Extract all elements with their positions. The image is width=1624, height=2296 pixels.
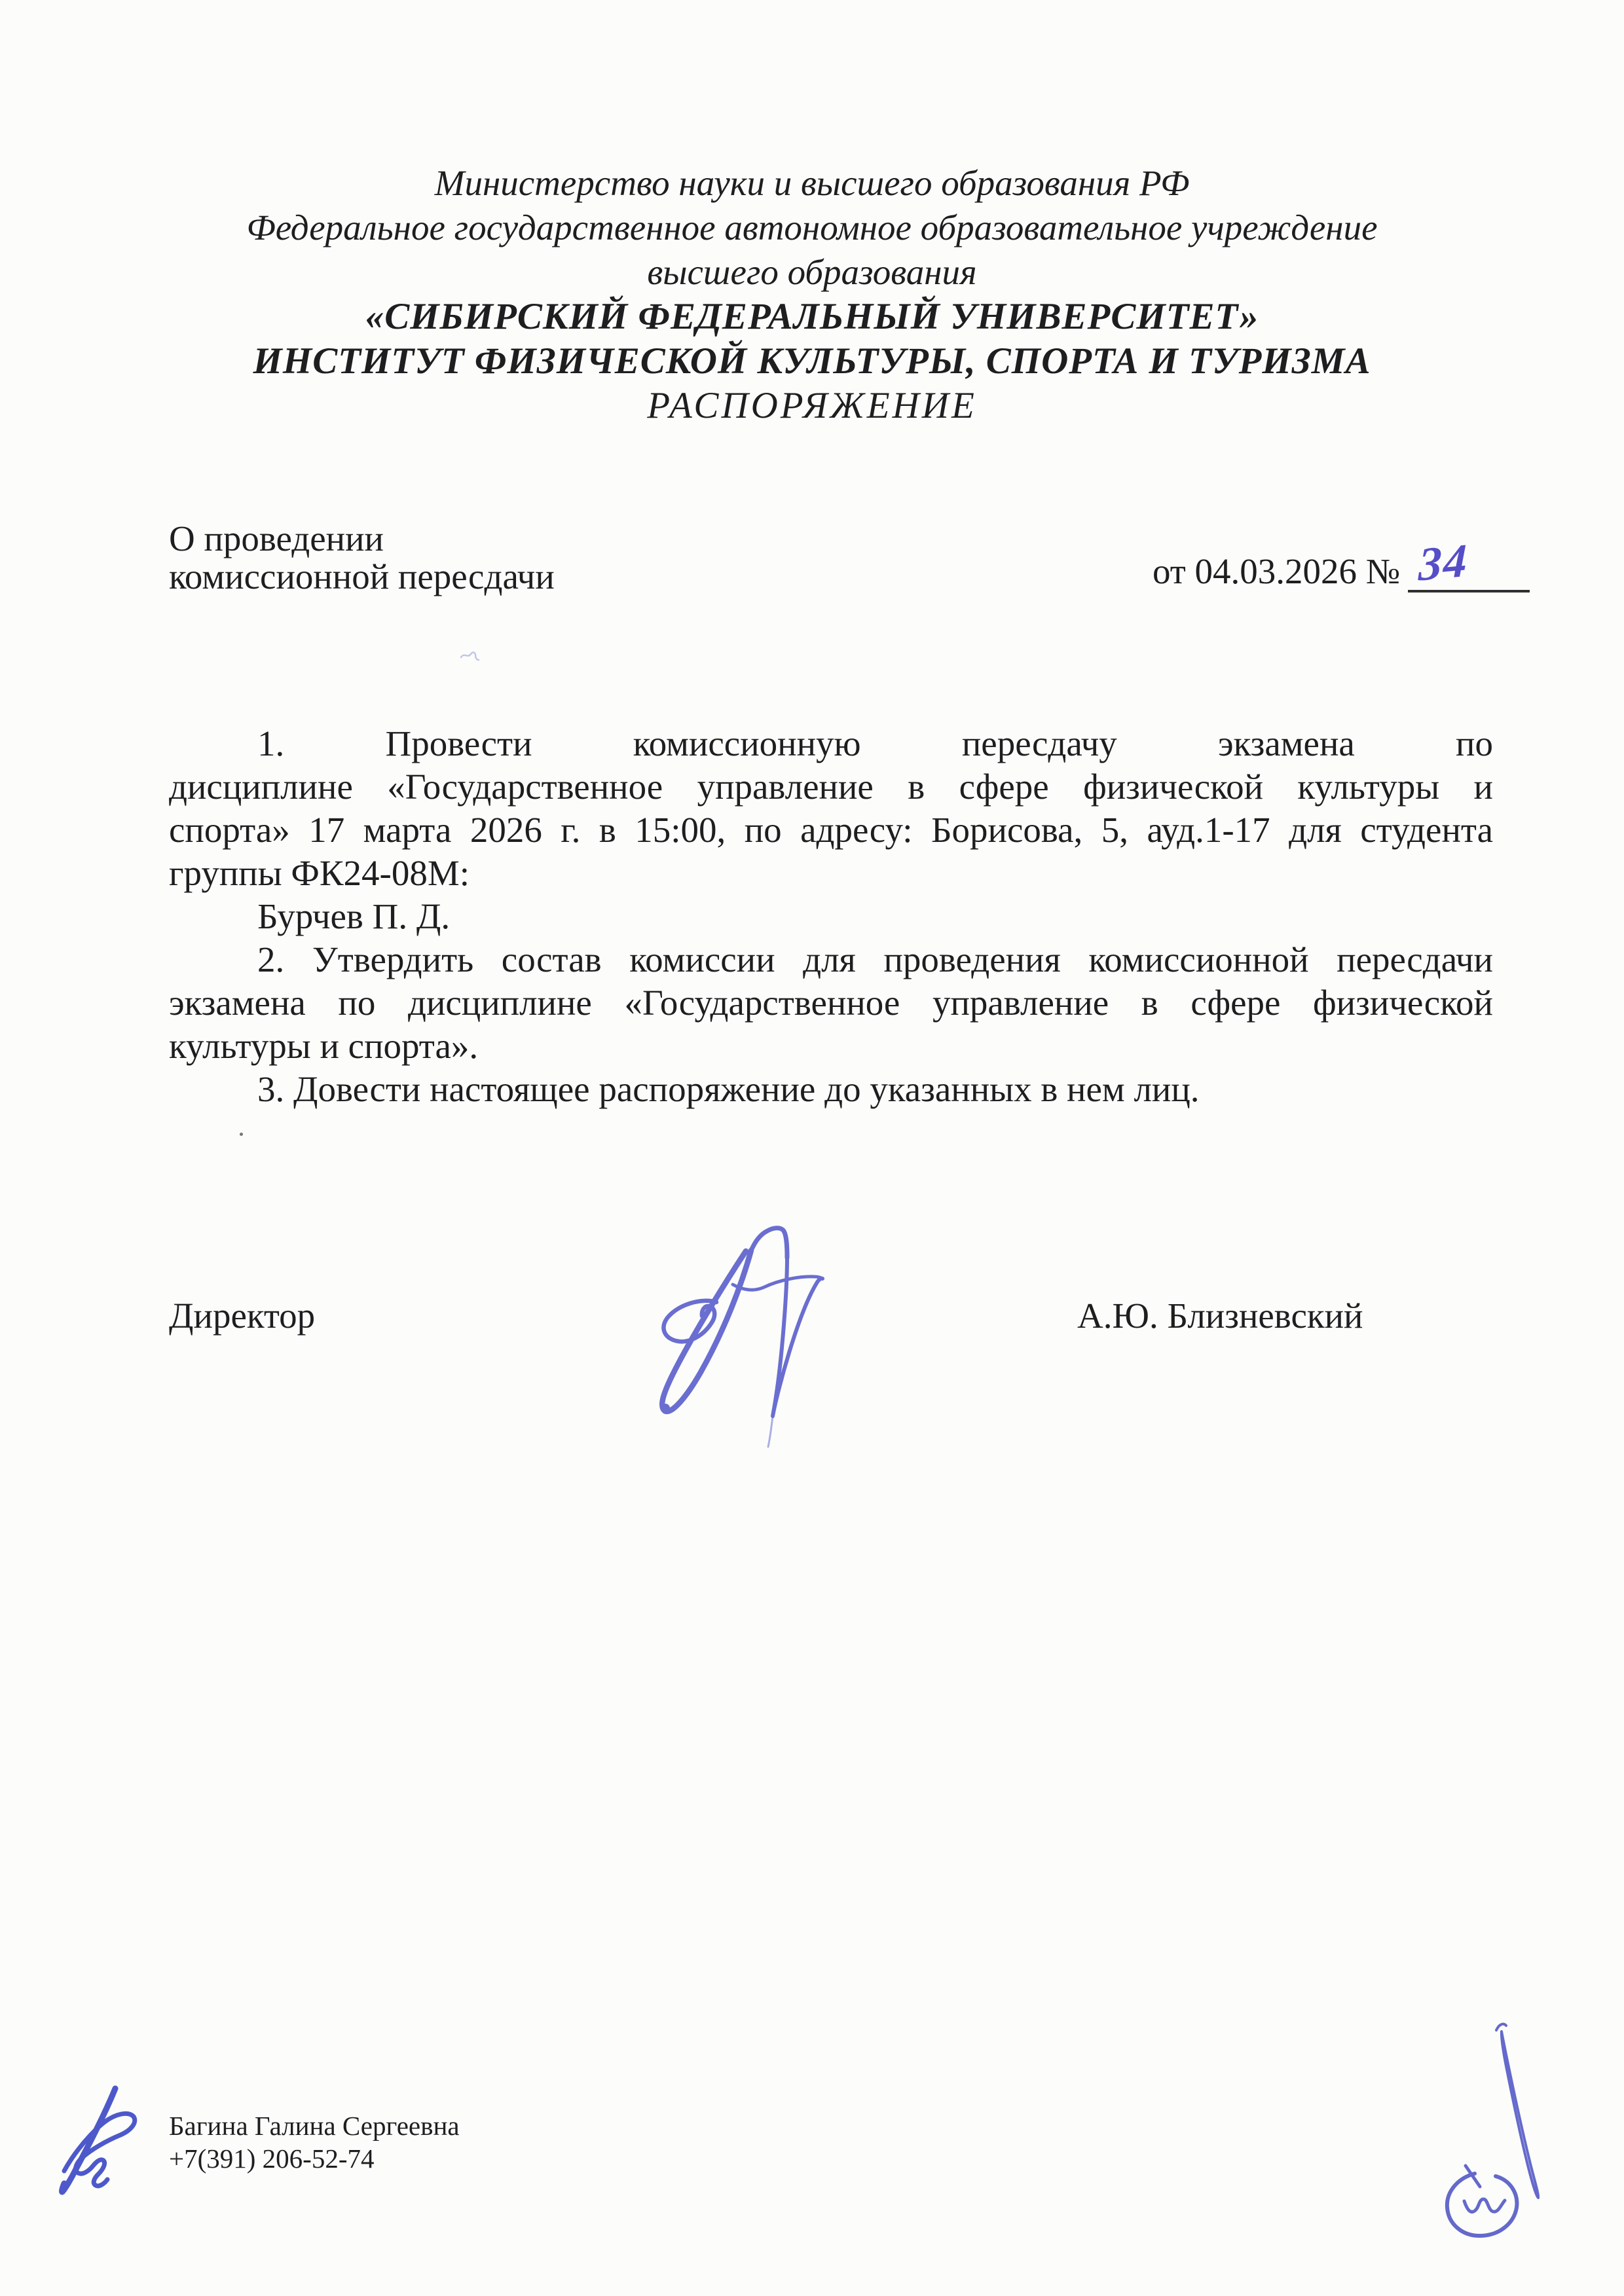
signoff-title: Директор: [169, 1296, 316, 1336]
footer-signature: [62, 2088, 135, 2192]
body-line: 3. Довести настоящее распоряжение до указанных в нем лиц.: [257, 1069, 1200, 1109]
body-line: дисциплине «Государственное управление в сфере физической культуры и: [169, 767, 1493, 807]
signoff-name: А.Ю. Близневский: [1077, 1296, 1363, 1336]
registrar-paraph: [1447, 2024, 1538, 2236]
subject-line-2: комиссионной пересдачи: [169, 556, 555, 596]
body-line: группы ФК24-08М:: [169, 853, 470, 893]
letterhead: [0, 161, 1624, 428]
faint-ink-squiggle: [461, 652, 479, 660]
letterhead-institution-type: Федеральное государственное автономное образовательное учреждение: [246, 208, 1378, 247]
body-line: культуры и спорта».: [169, 1026, 479, 1066]
body-line: Бурчев П. Д.: [257, 896, 451, 936]
date-number-label: от 04.03.2026 №: [1153, 551, 1401, 591]
letterhead-ministry: Министерство науки и высшего образования РФ: [434, 163, 1190, 203]
letterhead-institute-name: ИНСТИТУТ ФИЗИЧЕСКОЙ КУЛЬТУРЫ, СПОРТА И ТУРИЗМА: [253, 340, 1371, 382]
document-type-title: РАСПОРЯЖЕНИЕ: [647, 385, 977, 426]
body-line: 2. Утвердить состав комиссии для проведения комиссионной пересдачи: [257, 939, 1493, 979]
letterhead-university-name: «СИБИРСКИЙ ФЕДЕРАЛЬНЫЙ УНИВЕРСИТЕТ»: [365, 296, 1259, 337]
body-line: спорта» 17 марта 2026 г. в 15:00, по адресу: Борисова, 5, ауд.1-17 для студента: [169, 810, 1493, 850]
handwritten-document-number: 34: [1418, 534, 1469, 591]
footer-contact-block: [169, 2109, 460, 2175]
number-underline: [1408, 534, 1530, 592]
footer-contact-phone: +7(391) 206-52-74: [169, 2143, 375, 2174]
scan-speck: [240, 1133, 243, 1136]
footer-contact-name: Багина Галина Сергеевна: [169, 2111, 460, 2141]
body-line: 1. Провести комиссионную пересдачу экзамена по: [257, 723, 1493, 763]
body-text: [169, 722, 1493, 1111]
body-line: экзамена по дисциплине «Государственное управление в сфере физической: [169, 983, 1493, 1023]
director-signature: [661, 1228, 822, 1447]
subject-block: [169, 520, 758, 596]
date-number-line: [1153, 534, 1530, 593]
subject-line-1: О проведении: [169, 519, 384, 558]
letterhead-education-level: высшего образования: [647, 252, 977, 292]
